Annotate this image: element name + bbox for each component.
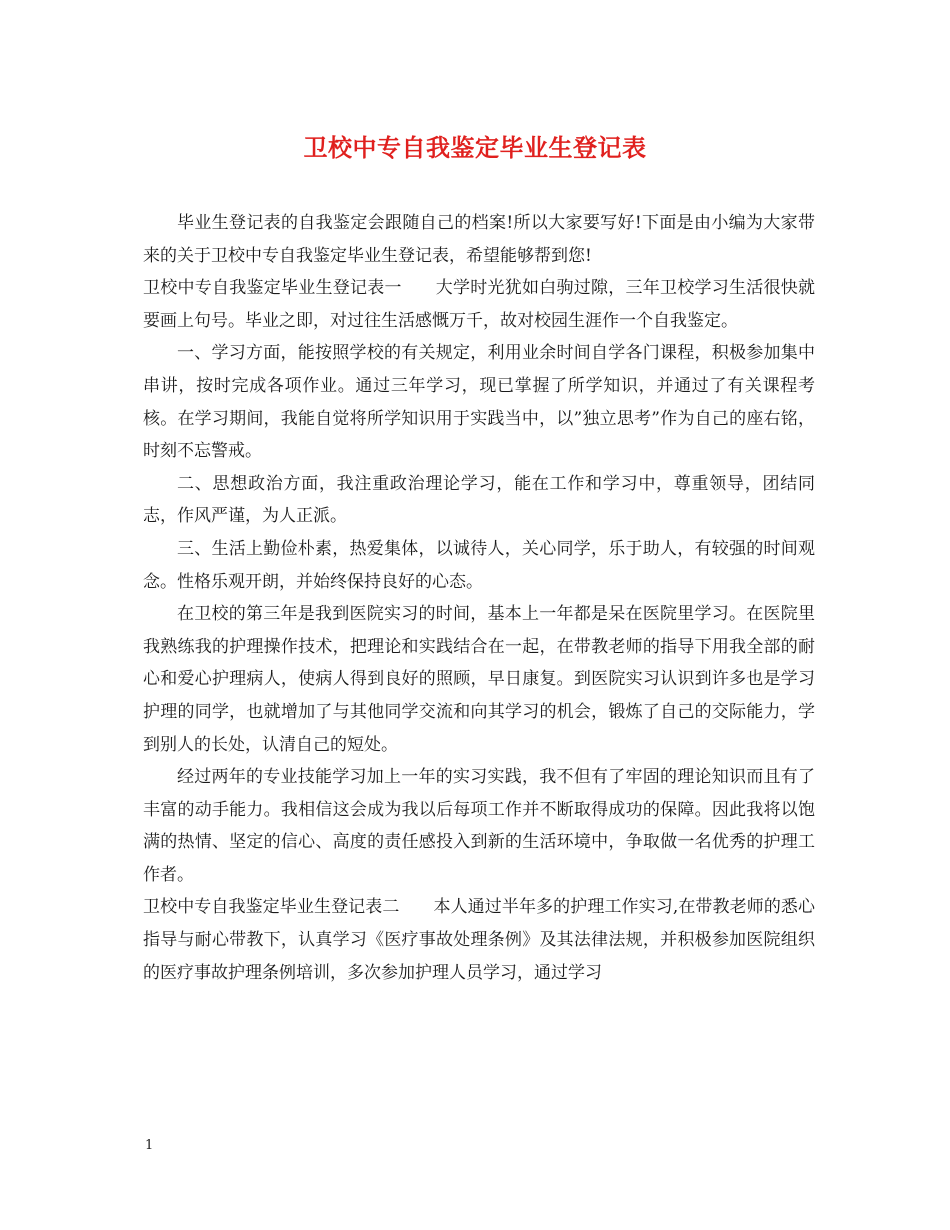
summary-paragraph: 经过两年的专业技能学习加上一年的实习实践，我不但有了牢固的理论知识而且有了丰富的动手能力。我相信这会成为我以后每项工作并不断取得成功的保障。因此我将以饱满的热情、坚定的信心、高度的责任感投入到新的生活环境中，争取做一名优秀的护理工作者。 (143, 767, 815, 885)
section-1-heading: 卫校中专自我鉴定毕业生登记表一 (143, 278, 402, 299)
document-title: 卫校中专自我鉴定毕业生登记表 (303, 134, 647, 162)
page-number: 1 (145, 1138, 154, 1153)
politics-paragraph: 二、思想政治方面，我注重政治理论学习，能在工作和学习中，尊重领导，团结同志，作风严谨，为人正派。 (143, 473, 815, 527)
section-2-heading: 卫校中专自我鉴定毕业生登记表二 (143, 897, 400, 918)
section-2-text: 本人通过半年多的护理工作实习,在带教老师的悉心指导与耐心带教下，认真学习《医疗事故处理条例》及其法律法规，并积极参加医院组织的医疗事故护理条例培训，多次参加护理人员学习，通过学习 (143, 897, 816, 983)
internship-paragraph: 在卫校的第三年是我到医院实习的时间，基本上一年都是呆在医院里学习。在医院里我熟练我的护理操作技术，把理论和实践结合在一起，在带教老师的指导下用我全部的耐心和爱心护理病人，使病人得到良好的照顾，早日康复。到医院实习认识到许多也是学习护理的同学，也就增加了与其他同学交流和向其学习的机会，锻炼了自己的交际能力，学到别人的长处，认清自己的短处。 (143, 604, 815, 755)
study-paragraph: 一、学习方面，能按照学校的有关规定，利用业余时间自学各门课程，积极参加集中串讲，按时完成各项作业。通过三年学习，现已掌握了所学知识，并通过了有关课程考核。在学习期间，我能自觉将所学知识用于实践当中，以”独立思考”作为自己的座右铭，时刻不忘警戒。 (143, 343, 815, 462)
section-1-text: 大学时光犹如白驹过隙，三年卫校学习生活很快就要画上句号。毕业之即，对过往生活感慨万千，故对校园生涯作一个自我鉴定。 (143, 278, 815, 331)
intro-paragraph: 毕业生登记表的自我鉴定会跟随自己的档案!所以大家要写好!下面是由小编为大家带来的关于卫校中专自我鉴定毕业生登记表，希望能够帮到您! (143, 213, 815, 266)
section-1-paragraph (143, 272, 815, 337)
section-2-paragraph (143, 891, 815, 989)
document-body (143, 207, 815, 989)
life-paragraph: 三、生活上勤俭朴素，热爱集体，以诚待人，关心同学，乐于助人，有较强的时间观念。性格乐观开朗，并始终保持良好的心态。 (143, 538, 815, 592)
